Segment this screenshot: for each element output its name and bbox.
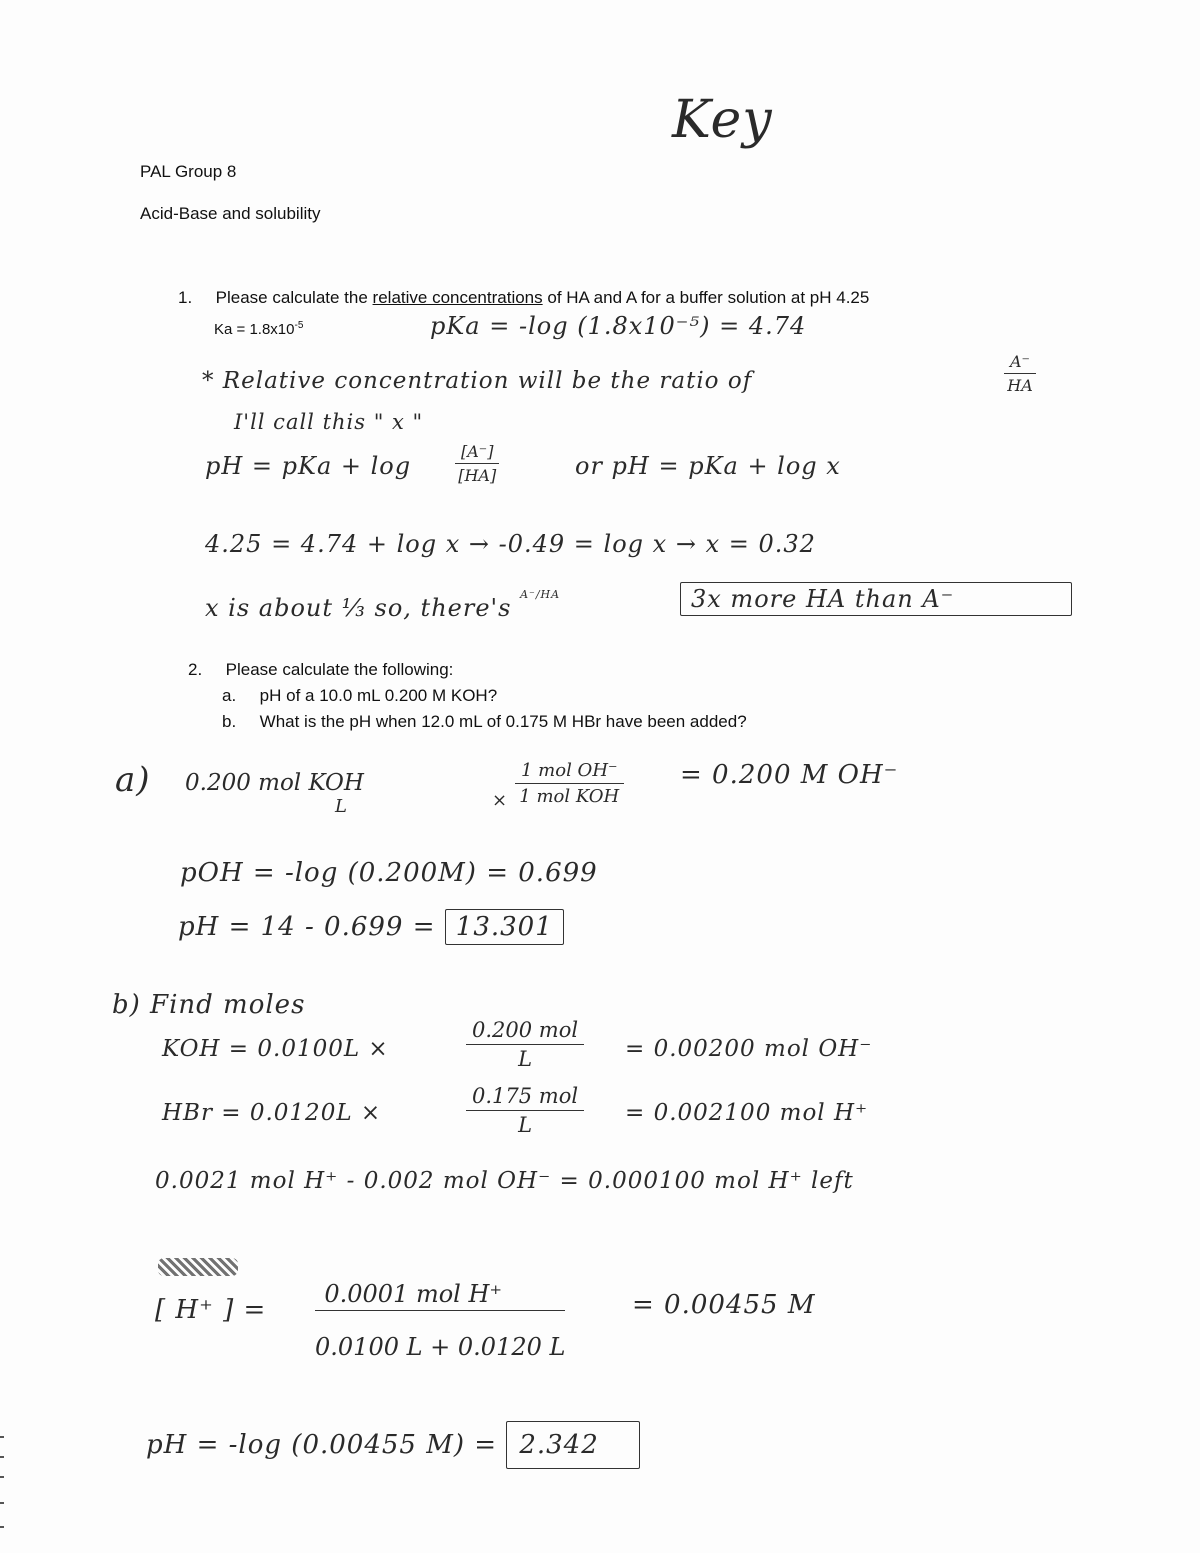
q1-ratio-num: A⁻ — [1004, 352, 1036, 374]
q1-about-margin-note: A⁻/HA — [520, 588, 561, 601]
q1-prompt — [178, 288, 869, 308]
q1-ratio-fraction — [1004, 352, 1036, 395]
q2-a-text: pH of a 10.0 mL 0.200 M KOH? — [259, 686, 498, 705]
work-b-koh-left: KOH = 0.0100L × — [162, 1036, 389, 1062]
work-a-conv-mid-num: 1 mol OH⁻ — [515, 760, 624, 784]
work-a-conv-result: = 0.200 M OH⁻ — [680, 760, 899, 790]
work-b-hbr-result: = 0.002100 mol H⁺ — [625, 1100, 869, 1126]
q1-ka-value: Ka = 1.8x10 — [214, 321, 295, 338]
work-b-ph-text: pH = -log (0.00455 M) = — [146, 1430, 498, 1460]
work-a-label: a) — [115, 760, 151, 800]
worksheet-subtitle: Acid-Base and solubility — [140, 204, 321, 223]
q1-calculation: 4.25 = 4.74 + log x → -0.49 = log x → x = 0.32 — [205, 530, 816, 558]
work-b-hbr-den: L — [518, 1113, 533, 1137]
q1-about-text: x is about ⅓ so, there's — [205, 594, 512, 622]
q2-prompt — [188, 660, 453, 680]
q2-b-text: What is the pH when 12.0 mL of 0.175 M HBr have been added? — [259, 712, 747, 731]
q1-answer-box: 3x more HA than A⁻ — [680, 582, 1072, 616]
scan-edge-mark — [0, 1436, 4, 1438]
q1-about-note — [205, 588, 560, 622]
work-a-conv-left-num: 0.200 mol KOH — [185, 770, 364, 796]
q1-pka-work: pKa = -log (1.8x10⁻⁵) = 4.74 — [430, 312, 807, 340]
q1-ka-exponent: -5 — [294, 320, 304, 331]
work-a-conv-left-den: L — [335, 796, 347, 817]
work-b-koh-num: 0.200 mol — [466, 1018, 584, 1045]
q1-relative-note: * Relative concentration will be the ratio of — [202, 368, 753, 394]
work-b-koh-den: L — [518, 1047, 533, 1071]
q2-part-a — [222, 686, 497, 706]
q1-hh-equation: pH = pKa + log — [205, 452, 412, 480]
work-b-ph — [146, 1430, 640, 1460]
work-b-label: b) Find moles — [112, 990, 306, 1020]
work-b-excess: 0.0021 mol H⁺ - 0.002 mol OH⁻ = 0.000100 mol H⁺ left — [155, 1168, 854, 1194]
q1-number: 1. — [178, 288, 193, 307]
work-b-conc-left: [ H⁺ ] = — [155, 1295, 267, 1325]
q1-hh-alternative: or pH = pKa + log x — [575, 452, 841, 480]
scan-edge-mark — [0, 1526, 4, 1528]
q2-number: 2. — [188, 660, 203, 679]
work-b-conc-fraction — [315, 1280, 565, 1361]
key-label: Key — [672, 90, 773, 150]
work-a-ph-answer: 13.301 — [445, 909, 564, 945]
q1-prompt-before: Please calculate the — [215, 288, 373, 307]
work-b-ph-answer: 2.342 — [506, 1421, 639, 1469]
q1-hh-fraction — [455, 442, 499, 485]
work-b-koh-fraction — [466, 1018, 584, 1071]
q2-prompt-text: Please calculate the following: — [225, 660, 454, 679]
work-b-koh-result: = 0.00200 mol OH⁻ — [625, 1036, 873, 1062]
work-b-hbr-left: HBr = 0.0120L × — [162, 1100, 382, 1126]
group-title: PAL Group 8 — [140, 162, 237, 181]
work-a-conv-mid — [515, 760, 624, 807]
work-a-poh: pOH = -log (0.200M) = 0.699 — [180, 858, 598, 888]
scan-edge-mark — [0, 1456, 4, 1458]
q1-ratio-den: HA — [1007, 376, 1033, 395]
q1-hh-den: [HA] — [458, 466, 497, 485]
work-a-times: × — [492, 790, 509, 811]
work-b-conc-den: 0.0100 L + 0.0120 L — [315, 1333, 566, 1361]
work-b-conc-num: 0.0001 mol H⁺ — [315, 1280, 565, 1311]
q2-part-b — [222, 712, 747, 732]
q1-ka — [214, 320, 303, 338]
work-b-hbr-num: 0.175 mol — [466, 1084, 584, 1111]
scan-edge-mark — [0, 1502, 4, 1504]
work-b-hbr-fraction — [466, 1084, 584, 1137]
work-a-ph-text: pH = 14 - 0.699 = — [178, 912, 436, 942]
work-a-ph — [178, 912, 564, 942]
q2-b-label: b. — [222, 712, 237, 731]
scan-edge-mark — [0, 1476, 4, 1478]
work-a-conv-mid-den: 1 mol KOH — [519, 786, 620, 807]
q1-call-x: I'll call this " x " — [234, 410, 424, 434]
q1-prompt-underlined: relative concentrations — [372, 288, 543, 307]
q2-a-label: a. — [222, 686, 237, 705]
work-a-conv-left — [185, 770, 364, 817]
work-b-conc-result: = 0.00455 M — [632, 1290, 816, 1320]
q1-hh-num: [A⁻] — [455, 442, 499, 464]
scribble-mark — [158, 1258, 238, 1276]
q1-prompt-after: of HA and A for a buffer solution at pH 4.25 — [542, 288, 870, 307]
